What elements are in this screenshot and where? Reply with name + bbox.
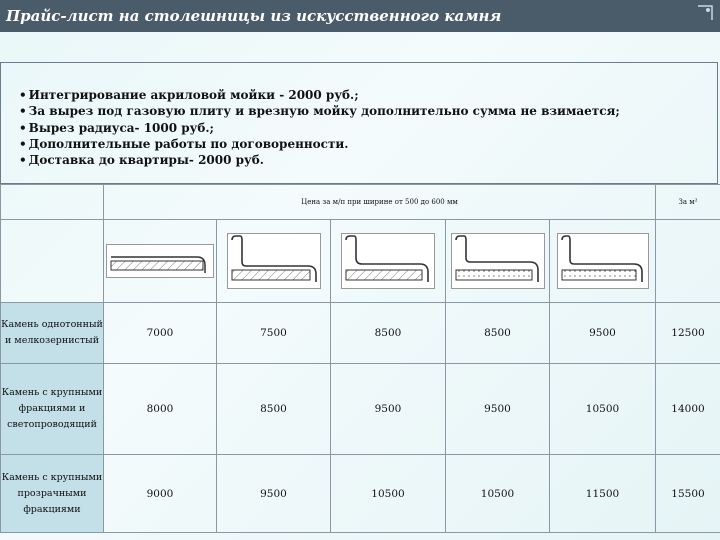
price-cell: 8500: [331, 303, 446, 364]
stepped-backsplash-profile-icon: [451, 233, 545, 289]
price-cell: 8500: [446, 303, 550, 364]
price-per-sqm-header: За м²: [656, 185, 720, 220]
row-label: Камень однотонный и мелкозернистый: [1, 303, 104, 364]
corner-decoration-icon: [696, 4, 714, 22]
condition-item: • Интегрирование акриловой мойки - 2000 руб.;: [19, 87, 620, 103]
header-blank-cell: [1, 185, 104, 220]
profile-cell: [104, 220, 217, 303]
price-cell: 8000: [104, 364, 217, 455]
price-cell: 9500: [550, 303, 656, 364]
profile-cell: [446, 220, 550, 303]
price-cell: 10500: [550, 364, 656, 455]
condition-item: • Доставка до квартиры- 2000 руб.: [19, 152, 620, 168]
table-row: [1, 364, 720, 455]
table-header-row: [1, 185, 720, 220]
conditions-list: [19, 87, 620, 168]
row-label: Камень с крупными прозрачными фракциями: [1, 455, 104, 533]
price-cell: 10500: [331, 455, 446, 533]
table-row: [1, 455, 720, 533]
price-cell: 11500: [550, 455, 656, 533]
page-title: Прайс-лист на столешницы из искусственного камня: [6, 7, 502, 25]
condition-item: • За вырез под газовую плиту и врезную мойку дополнительно сумма не взимается;: [19, 103, 620, 119]
profile-row: [1, 220, 720, 303]
price-cell: 9500: [217, 455, 331, 533]
price-cell: 7000: [104, 303, 217, 364]
rounded-backsplash-profile-icon: [227, 233, 321, 289]
price-cell: 8500: [217, 364, 331, 455]
price-cell: 7500: [217, 303, 331, 364]
tall-backsplash-profile-icon: [557, 233, 649, 289]
price-cell: 15500: [656, 455, 720, 533]
profile-cell: [331, 220, 446, 303]
profile-cell: [550, 220, 656, 303]
row-label: Камень с крупными фракциями и светопроводящий: [1, 364, 104, 455]
price-cell: 10500: [446, 455, 550, 533]
price-per-meter-header: Цена за м/п при ширине от 500 до 600 мм: [104, 185, 656, 220]
table-row: [1, 303, 720, 364]
conditions-box: [0, 62, 718, 184]
profile-cell: [217, 220, 331, 303]
page-header: [0, 0, 720, 32]
price-cell: 9500: [331, 364, 446, 455]
condition-item: • Дополнительные работы по договоренности.: [19, 136, 620, 152]
profile-blank-cell: [656, 220, 720, 303]
flat-edge-profile-icon: [106, 244, 214, 278]
price-cell: 12500: [656, 303, 720, 364]
price-table: [0, 184, 720, 533]
rounded-backsplash-front-profile-icon: [341, 233, 435, 289]
profile-blank-cell: [1, 220, 104, 303]
price-cell: 14000: [656, 364, 720, 455]
condition-item: • Вырез радиуса- 1000 руб.;: [19, 120, 620, 136]
price-cell: 9500: [446, 364, 550, 455]
price-cell: 9000: [104, 455, 217, 533]
